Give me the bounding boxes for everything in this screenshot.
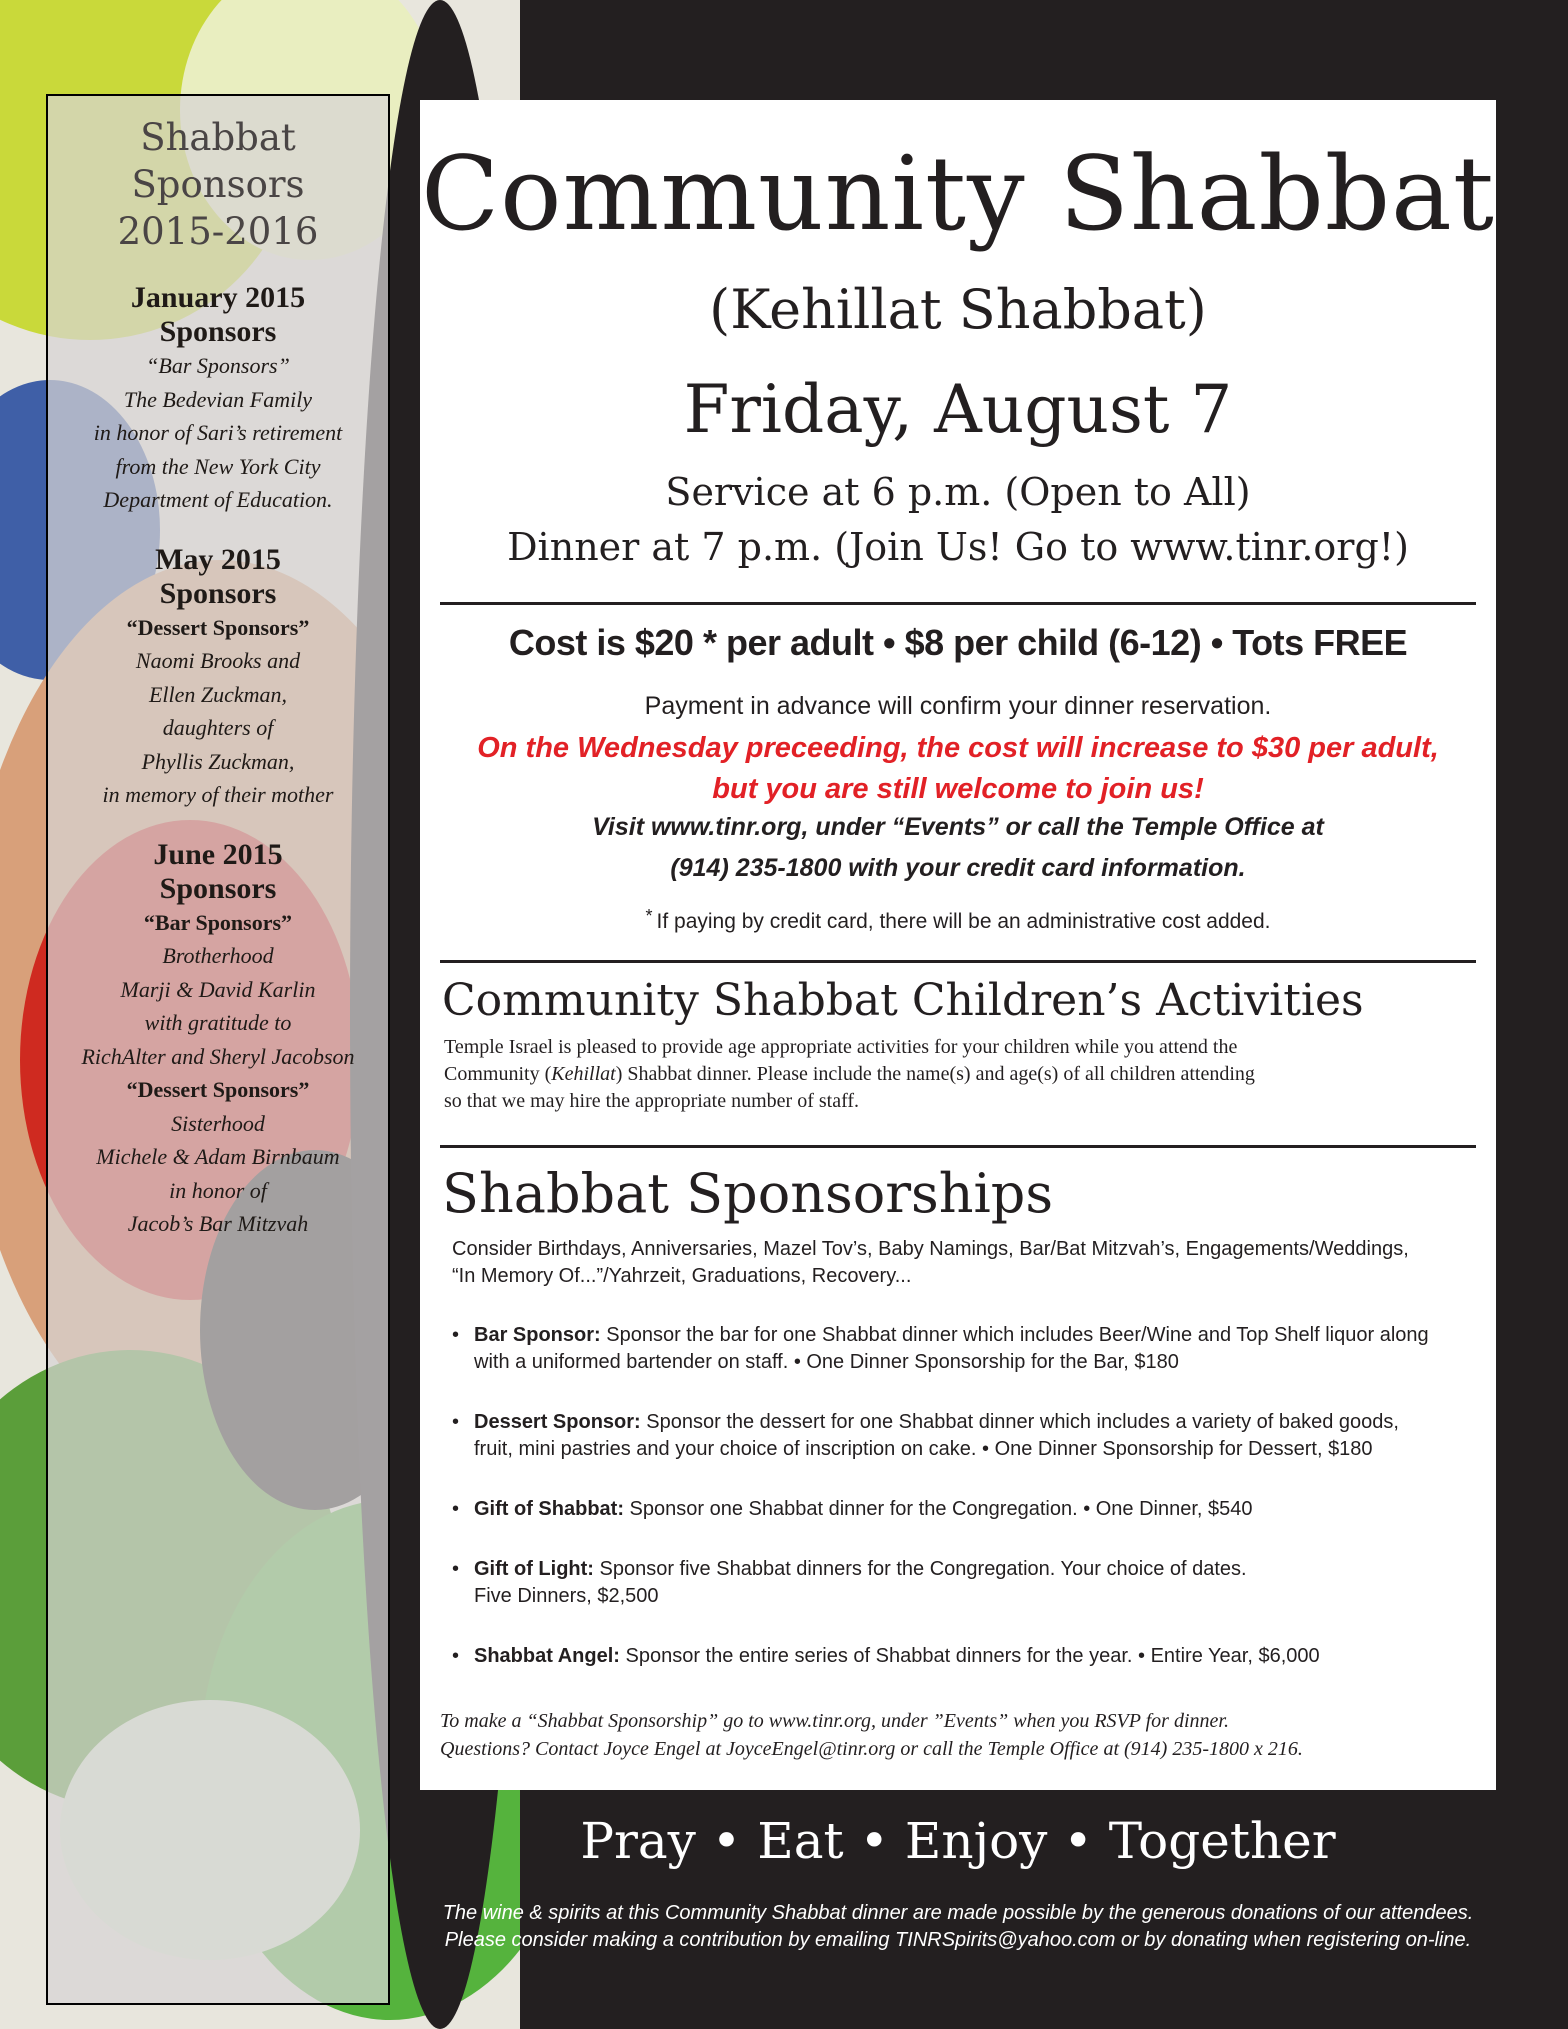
dinner-time: Dinner at 7 p.m. (Join Us! Go to www.tinr.org!): [507, 525, 1409, 569]
sponsor-block: [48, 281, 388, 517]
visit-text: Visit www.tinr.org, under “Events” or call the Temple Office at: [592, 813, 1324, 841]
sponsor-line: RichAlter and Sheryl Jacobson: [81, 1043, 355, 1069]
payment-text: Payment in advance will confirm your dinner reservation.: [644, 692, 1272, 720]
sponsorship-item: [452, 1409, 1492, 1463]
sponsor-line: Michele & Adam Birnbaum: [96, 1144, 340, 1169]
sponsor-month: May 2015: [155, 542, 281, 576]
sponsor-list: [48, 281, 388, 1241]
sponsors-sidebar: [46, 94, 390, 2005]
sponsorship-desc: Sponsor the bar for one Shabbat dinner which includes Beer/Wine and Top Shelf liquor along: [600, 1324, 1429, 1346]
sponsor-line: “Dessert Sponsors”: [126, 614, 310, 640]
sponsorship-contact: To make a “Shabbat Sponsorship” go to www.tinr.org, under ”Events” when you RSVP for dinner. Questions? Contact Joyce Engel at JoyceEngel@tinr.org or call the Temple Office at (914) 235-1800 x 216.: [440, 1710, 1303, 1760]
sponsorship-label: Gift of Light:: [474, 1558, 594, 1580]
sponsor-line: Marji & David Karlin: [120, 976, 316, 1002]
sponsorship-desc: Sponsor the entire series of Shabbat dinners for the year. • Entire Year, $6,000: [619, 1645, 1320, 1667]
sponsor-line: Sisterhood: [171, 1110, 265, 1136]
sponsor-line: from the New York City: [115, 453, 321, 479]
price-increase-text-2: but you are still welcome to join us!: [712, 773, 1204, 805]
sponsor-line: daughters of: [162, 715, 274, 740]
price-increase-text: On the Wednesday preceeding, the cost will increase to $30 per adult,: [477, 732, 1439, 764]
sponsor-month: June 2015: [153, 837, 283, 871]
sponsor-line: in honor of: [169, 1177, 267, 1203]
page-title: Community Shabbat: [421, 135, 1495, 254]
sponsor-line: in memory of their mother: [102, 782, 334, 807]
sponsorship-desc-2: Five Dinners, $2,500: [474, 1585, 659, 1607]
cost-line: Cost is $20 * per adult • $8 per child (6-12) • Tots FREE: [508, 622, 1408, 663]
sponsor-line: Brotherhood: [162, 943, 274, 968]
sponsor-month: Sponsors: [159, 576, 277, 610]
sponsor-line: Ellen Zuckman,: [148, 681, 288, 707]
sponsorship-label: Gift of Shabbat:: [474, 1498, 624, 1520]
sponsorship-label: Shabbat Angel:: [474, 1645, 620, 1667]
sponsorship-item: [452, 1322, 1492, 1376]
sponsorship-desc-2: with a uniformed bartender on staff. • One Dinner Sponsorship for the Bar, $180: [474, 1351, 1179, 1373]
event-date: Friday, August 7: [683, 371, 1233, 448]
sponsorship-desc: Sponsor one Shabbat dinner for the Congregation. • One Dinner, $540: [623, 1498, 1253, 1520]
sponsor-line: “Dessert Sponsors”: [126, 1077, 310, 1102]
sponsorships-heading: Shabbat Sponsorships: [442, 1162, 1054, 1225]
sponsor-month: Sponsors: [159, 315, 277, 348]
sponsorship-item: [452, 1496, 1492, 1523]
sponsor-month: January 2015: [130, 281, 306, 314]
divider: [440, 1145, 1476, 1148]
sponsorship-item: [452, 1643, 1492, 1670]
children-heading: Community Shabbat Children’s Activities: [442, 975, 1364, 1026]
sponsorship-desc: Sponsor five Shabbat dinners for the Congregation. Your choice of dates.: [593, 1558, 1247, 1580]
footer-note: The wine & spirits at this Community Shabbat dinner are made possible by the generous donations of our attendees. Please consider making a contribution by emailing TINRSpirits@yahoo.com or by donating when registering on-line.: [442, 1902, 1474, 1951]
sponsor-line: “Bar Sponsors”: [143, 909, 293, 935]
sponsor-line: in honor of Sari’s retirement: [93, 420, 343, 445]
main-panel: [420, 100, 1496, 1790]
sidebar-title: Shabbat Sponsors 2015-2016: [117, 116, 319, 253]
sponsorship-desc-2: fruit, mini pastries and your choice of inscription on cake. • One Dinner Sponsorship for Dessert, $180: [474, 1438, 1373, 1460]
sponsor-block: [48, 838, 388, 1241]
sponsor-month: Sponsors: [159, 871, 277, 905]
divider: [440, 602, 1476, 605]
sponsor-line: Naomi Brooks and: [135, 648, 301, 673]
sponsor-block: [48, 543, 388, 812]
sponsor-line: Department of Education.: [103, 487, 333, 512]
sponsorship-label: Bar Sponsor:: [474, 1324, 601, 1346]
sponsorship-desc: Sponsor the dessert for one Shabbat dinner which includes a variety of baked goods,: [640, 1411, 1399, 1433]
sponsor-line: with gratitude to: [144, 1010, 292, 1035]
page-subtitle: (Kehillat Shabbat): [709, 278, 1207, 341]
tagline: Pray • Eat • Enjoy • Together: [580, 1812, 1336, 1870]
visit-text-2: (914) 235-1800 with your credit card information.: [670, 854, 1246, 882]
sponsor-line: “Bar Sponsors”: [146, 353, 290, 378]
credit-card-note: * If paying by credit card, there will be an administrative cost added.: [645, 906, 1271, 933]
sponsor-line: Jacob’s Bar Mitzvah: [127, 1211, 309, 1236]
sponsorship-options: [452, 1322, 1492, 1703]
sponsorship-item: [452, 1556, 1492, 1610]
service-time: Service at 6 p.m. (Open to All): [665, 470, 1251, 514]
occasions-text: Consider Birthdays, Anniversaries, Mazel Tov’s, Baby Namings, Bar/Bat Mitzvah’s, Engagements/Weddings, “In Memory Of...”/Yahrzeit, Graduations, Recovery...: [452, 1238, 1409, 1287]
sponsor-line: The Bedevian Family: [123, 386, 313, 412]
sponsor-line: Phyllis Zuckman,: [141, 748, 295, 774]
divider: [440, 960, 1476, 963]
sponsorship-label: Dessert Sponsor:: [474, 1411, 641, 1433]
children-text: Temple Israel is pleased to provide age appropriate activities for your children while you attend the Community (Kehillat) Shabbat dinner. Please include the name(s) and age(s) of all children attending so that we may hire the appropriate number of staff.: [444, 1036, 1255, 1112]
